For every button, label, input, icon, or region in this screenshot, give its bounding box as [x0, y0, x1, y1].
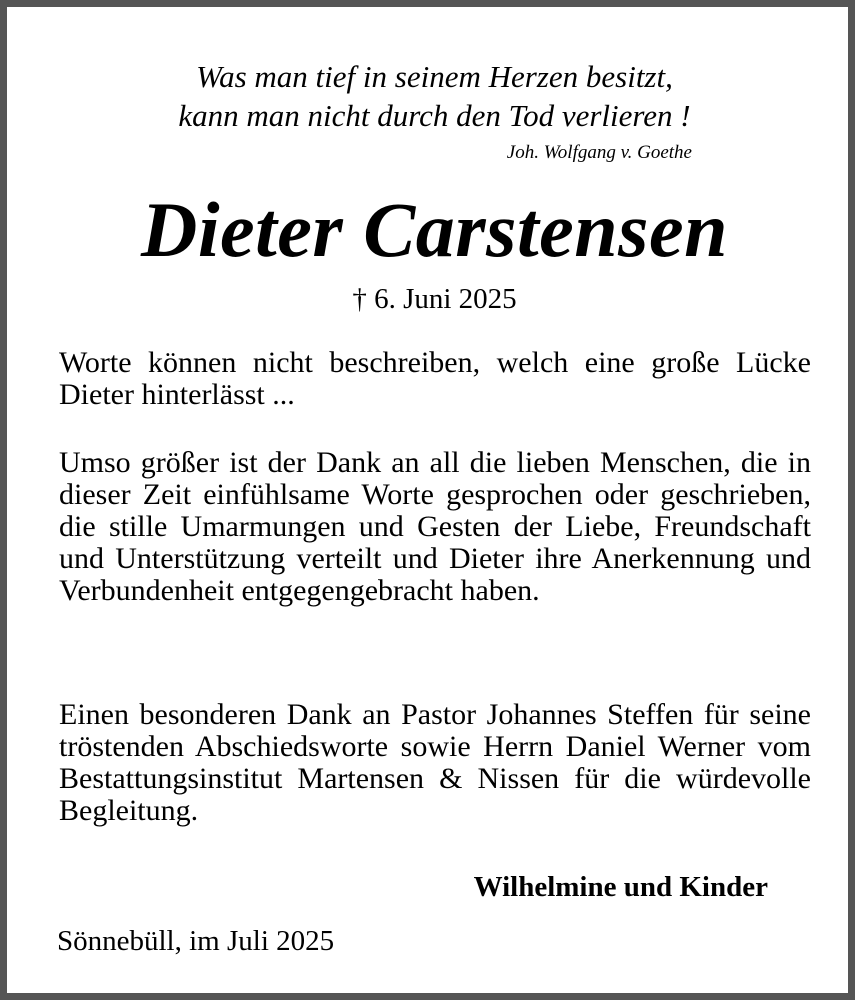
deceased-name: Dieter Carstensen [140, 186, 729, 273]
signature: Wilhelmine und Kinder [473, 871, 768, 903]
paragraph-2: Umso größer ist der Dank an all die lieben Menschen, die in dieser Zeit einfühlsame Worte gesprochen oder geschrieben, die stille Umarmungen und Gesten der Liebe, Freundschaft und Unterstützung verteilt und Dieter ihre Anerkennung und Verbundenheit entgegengebracht haben. [59, 446, 811, 607]
paragraph-1: Worte können nicht beschreiben, welch eine große Lücke Dieter hinterlässt ... [59, 346, 811, 411]
place-date: Sönnebüll, im Juli 2025 [57, 925, 335, 957]
quote-line-2: kann man nicht durch den Tod verlieren ! [178, 98, 691, 133]
paragraph-3: Einen besonderen Dank an Pastor Johannes Steffen für seine tröstenden Abschiedsworte sowie Herrn Daniel Werner vom Bestattungsinstitut Martensen & Nissen für die würdevolle Begleitung. [59, 698, 811, 827]
quote-line-1: Was man tief in seinem Herzen besitzt, [196, 59, 673, 94]
quote-author: Joh. Wolfgang v. Goethe [506, 142, 692, 163]
death-date: † 6. Juni 2025 [352, 283, 517, 315]
